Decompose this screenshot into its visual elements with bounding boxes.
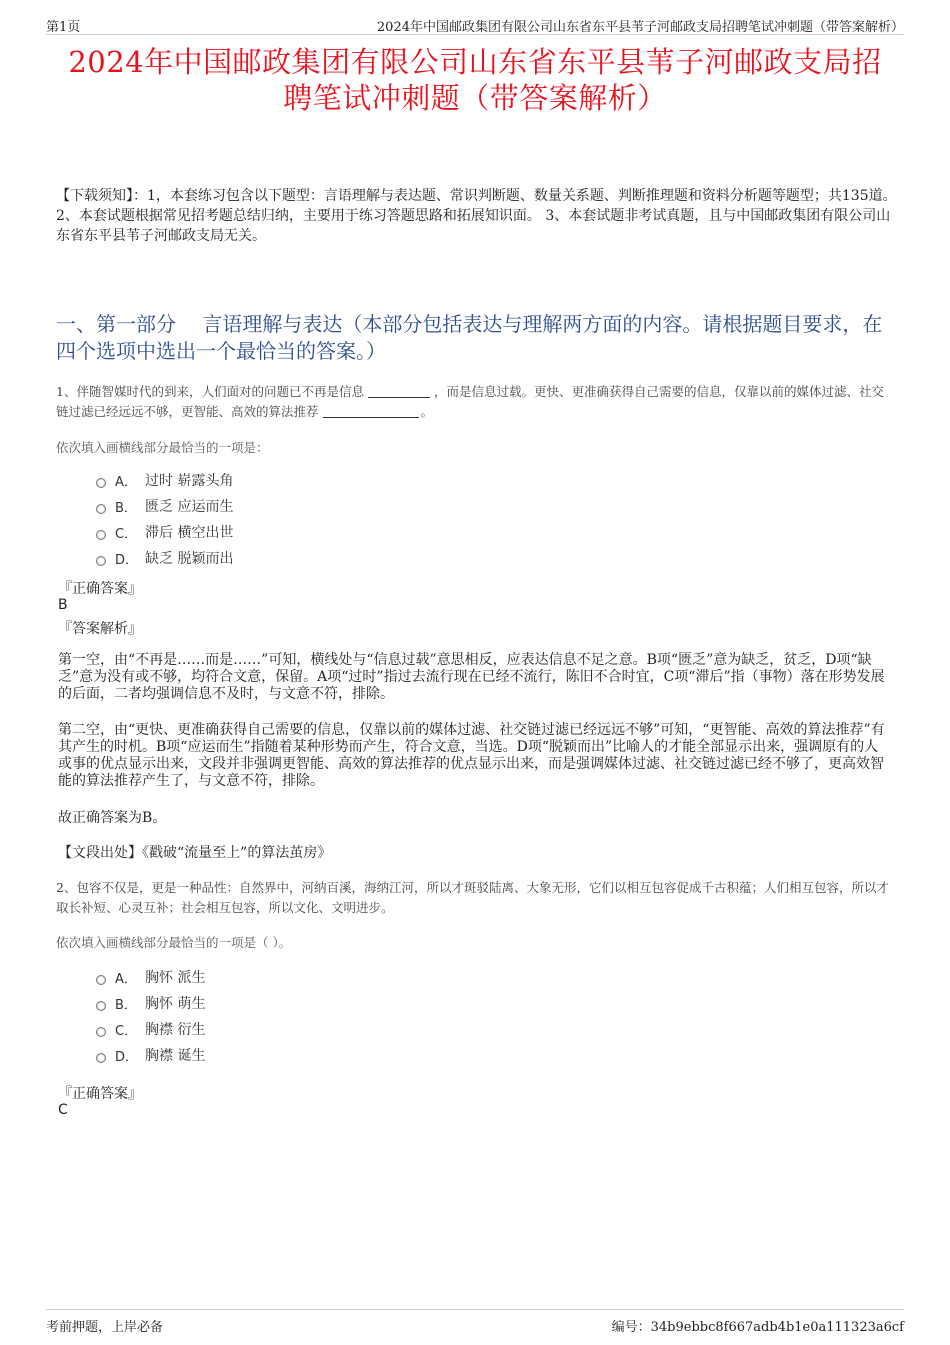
question-1-text-b: ，而是信息过载。更快、更准确获得自己需要的信息，仅靠以前的媒体过滤、社交链过滤已经远远不够，更智能、高效的算法推荐 [56, 384, 884, 419]
option-d[interactable]: D． 胸襟 诞生 [96, 1042, 205, 1068]
page-title-line1: 2024年中国邮政集团有限公司山东省东平县苇子河邮政支局招 [68, 45, 882, 79]
radio-icon[interactable] [96, 1053, 106, 1063]
page-number: 第1页 [46, 20, 81, 35]
correct-answer-label: 『正确答案』 [58, 1086, 142, 1102]
correct-answer: C [58, 1102, 68, 1118]
section-heading: 一、第一部分 言语理解与表达（本部分包括表达与理解两方面的内容。请根据题目要求，在四个选项中选出一个最恰当的答案。） [56, 312, 883, 363]
radio-icon[interactable] [96, 1027, 106, 1037]
option-b[interactable]: B． 匮乏 应运而生 [96, 493, 233, 519]
passage-source: 【文段出处】《戳破“流量至上”的算法茧房》 [58, 845, 332, 861]
radio-icon[interactable] [96, 556, 106, 566]
option-a[interactable]: A． 过时 崭露头角 [96, 467, 233, 493]
question-1-prompt: 依次填入画横线部分最恰当的一项是： [56, 440, 269, 455]
option-d[interactable]: D． 缺乏 脱颖而出 [96, 545, 233, 571]
answer-blank [323, 403, 419, 418]
answer-blank [368, 383, 430, 398]
radio-icon[interactable] [96, 478, 106, 488]
analysis-conclusion: 故正确答案为B。 [58, 810, 167, 826]
radio-icon[interactable] [96, 975, 106, 985]
footer-slogan: 考前押题，上岸必备 [46, 1320, 164, 1335]
radio-icon[interactable] [96, 504, 106, 514]
page-title-line2: 聘笔试冲刺题（带答案解析） [283, 81, 667, 115]
question-1-text-c: 。 [420, 404, 434, 419]
correct-answer: B [58, 597, 68, 613]
document-id: 编号：34b9ebbc8f667adb4b1e0a111323a6cf [611, 1320, 904, 1335]
analysis-paragraph-1: 第一空，由“不再是……而是……”可知，横线处与“信息过载”意思相反，应表达信息不足之意。B项“匮乏”意为缺乏，贫乏，D项“缺乏”意为没有或不够，均符合文意，保留。A项“过时”指过去流行现在已经不流行，陈旧不合时宜，C项“滞后”指（事物）落在形势发展的后面，二者均强调信息不及时，与文意不符，排除。 [58, 652, 885, 702]
header-doc-title: 2024年中国邮政集团有限公司山东省东平县苇子河邮政支局招聘笔试冲刺题（带答案解析） [376, 20, 904, 35]
question-2-stem: 2、包容不仅是，更是一种品性：自然界中，河纳百溪，海纳江河，所以才斑驳陆离、大象无形，它们以相互包容促成千古积蕴；人们相互包容，所以才取长补短、心灵互补；社会相互包容，所以文化、文明进步。 [56, 880, 889, 915]
question-2-prompt: 依次填入画横线部分最恰当的一项是（ ）。 [56, 935, 292, 950]
page-header [46, 14, 904, 35]
option-c[interactable]: C． 胸襟 衍生 [96, 1016, 205, 1042]
analysis-label: 『答案解析』 [58, 621, 142, 637]
radio-icon[interactable] [96, 530, 106, 540]
option-a[interactable]: A． 胸怀 派生 [96, 964, 205, 990]
page-title [40, 44, 910, 116]
question-2-options [96, 964, 205, 1068]
radio-icon[interactable] [96, 1001, 106, 1011]
download-notice: 【下载须知】：1，本套练习包含以下题型：言语理解与表达题、常识判断题、数量关系题、判断推理题和资料分析题等题型；共135道。 2、本套试题根据常见招考题总结归纳，主要用于练习答题思路和拓展知识面。 3、本套试题非考试真题，且与中国邮政集团有限公司山东省东平县苇子河邮政支局无关。 [56, 188, 897, 244]
question-1-stem [56, 382, 896, 422]
question-1-text-a: 1、伴随智媒时代的到来，人们面对的问题已不再是信息 [56, 384, 364, 399]
option-b[interactable]: B． 胸怀 萌生 [96, 990, 205, 1016]
page-footer [46, 1309, 904, 1334]
correct-answer-label: 『正确答案』 [58, 581, 142, 597]
question-1-options [96, 467, 233, 571]
analysis-paragraph-2: 第二空，由“更快、更准确获得自己需要的信息，仅靠以前的媒体过滤、社交链过滤已经远远不够”可知，“更智能、高效的算法推荐”有其产生的时机。B项“应运而生”指随着某种形势而产生，符合文意，当选。D项“脱颖而出”比喻人的才能全部显示出来，强调原有的人或事的优点显示出来，文段并非强调更智能、高效的算法推荐的优点显示出来，而是强调媒体过滤、社交链过滤已经不够了，更高效智能的算法推荐产生了，与文意不符，排除。 [58, 722, 885, 789]
option-c[interactable]: C． 滞后 横空出世 [96, 519, 233, 545]
